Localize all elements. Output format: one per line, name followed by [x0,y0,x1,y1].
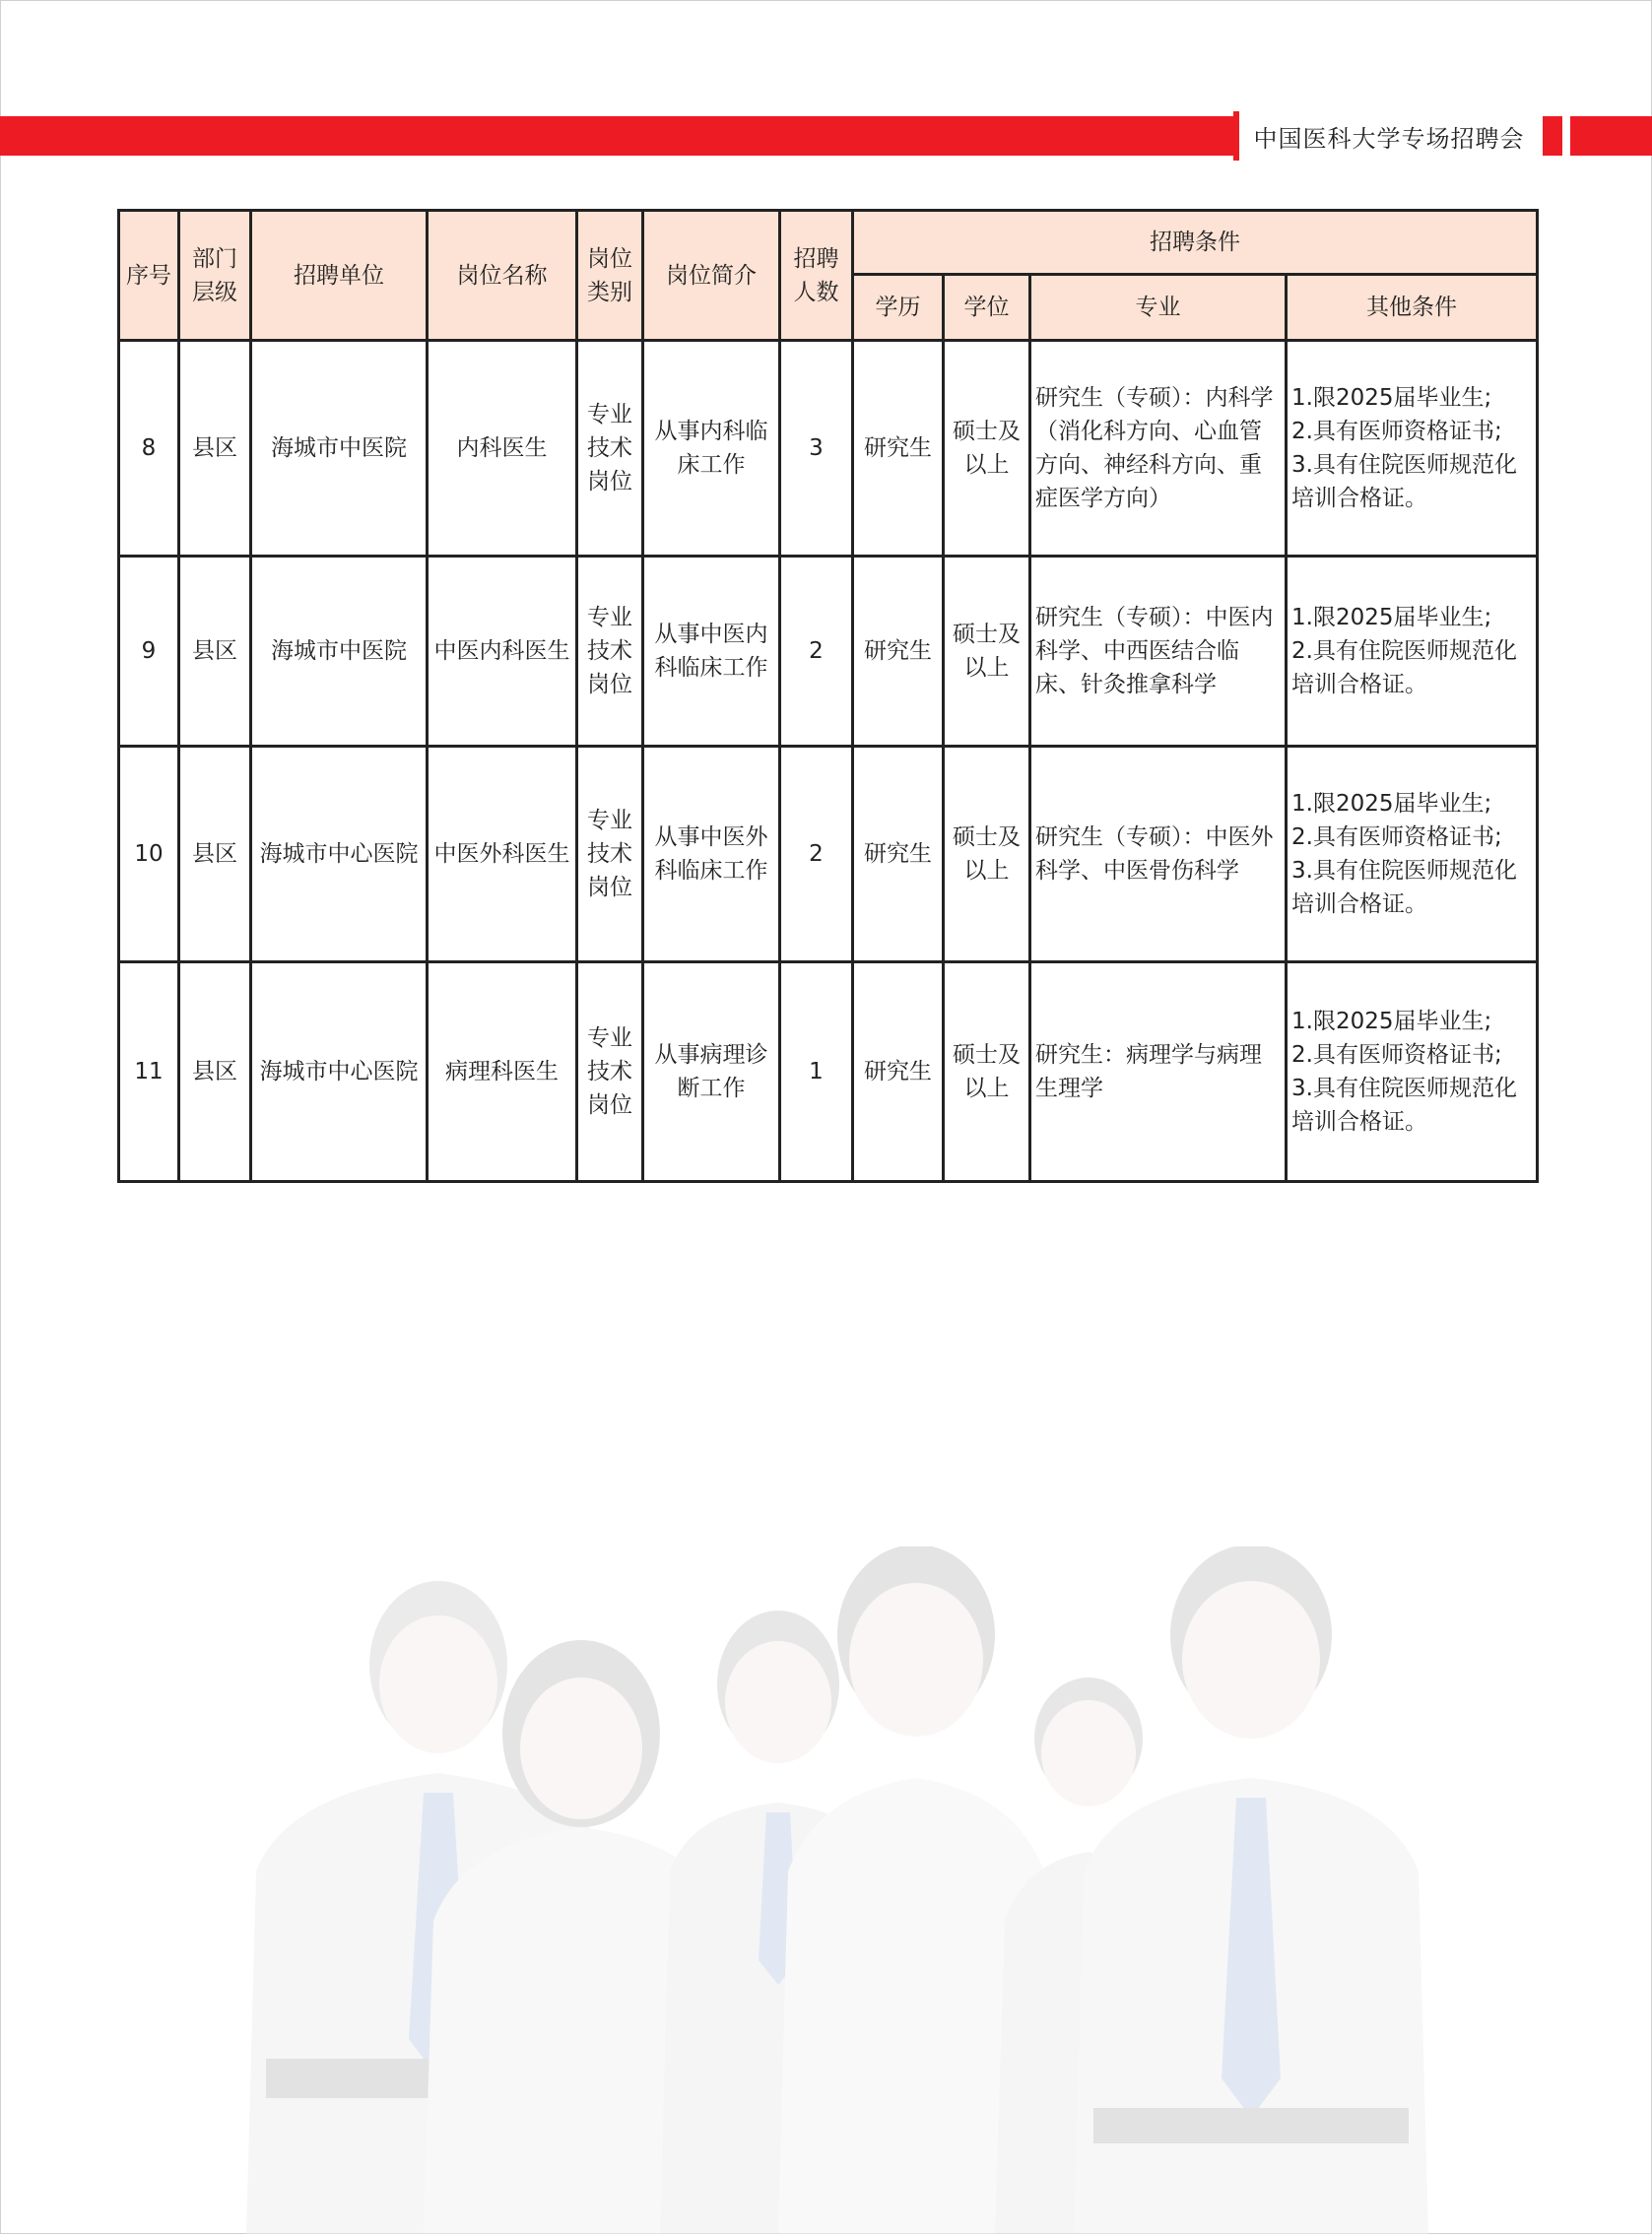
header-count: 招聘人数 [780,211,853,341]
cell-unit: 海城市中心医院 [251,747,428,962]
cell-other [1287,962,1538,1182]
other-condition: 3.具有住院医师规范化培训合格证。 [1291,1076,1517,1135]
cell-other [1287,341,1538,557]
header-unit: 招聘单位 [251,211,428,341]
cell-other [1287,747,1538,962]
cell-post-type: 专业技术岗位 [577,557,643,747]
cell-degree: 硕士及以上 [944,962,1030,1182]
other-condition: 2.具有医师资格证书; [1291,419,1502,444]
header-conditions: 招聘条件 [853,211,1538,275]
other-condition: 3.具有住院医师规范化培训合格证。 [1291,858,1517,917]
cell-count: 2 [780,747,853,962]
cell-post-name: 中医外科医生 [428,747,577,962]
cell-education: 研究生 [853,747,944,962]
cell-dept-level: 县区 [179,962,251,1182]
cell-post-type: 专业技术岗位 [577,747,643,962]
other-condition: 2.具有医师资格证书; [1291,824,1502,850]
other-condition: 2.具有住院医师规范化培训合格证。 [1291,638,1517,697]
cell-post-intro: 从事中医外科临床工作 [643,747,780,962]
cell-post-type: 专业技术岗位 [577,962,643,1182]
recruitment-table [117,209,1539,1183]
cell-education: 研究生 [853,962,944,1182]
cell-unit: 海城市中心医院 [251,962,428,1182]
cell-major: 研究生（专硕）：中医外科学、中医骨伤科学 [1030,747,1287,962]
cell-post-intro: 从事病理诊断工作 [643,962,780,1182]
header-education: 学历 [853,275,944,341]
other-condition: 2.具有医师资格证书; [1291,1042,1502,1068]
cell-dept-level: 县区 [179,747,251,962]
other-condition: 1.限2025届毕业生; [1291,605,1492,630]
cell-count: 2 [780,557,853,747]
header-title: 中国医科大学专场招聘会 [1233,111,1539,161]
table-row [119,962,1538,1182]
cell-major: 研究生：病理学与病理生理学 [1030,962,1287,1182]
header-post-type: 岗位类别 [577,211,643,341]
cell-education: 研究生 [853,341,944,557]
header-degree: 学位 [944,275,1030,341]
other-condition: 1.限2025届毕业生; [1291,791,1492,817]
header-stripe [1562,116,1570,156]
cell-count: 1 [780,962,853,1182]
cell-seq: 8 [119,341,179,557]
cell-post-name: 内科医生 [428,341,577,557]
cell-post-name: 中医内科医生 [428,557,577,747]
cell-education: 研究生 [853,557,944,747]
cell-post-type: 专业技术岗位 [577,341,643,557]
table-header-row [119,211,1538,275]
cell-degree: 硕士及以上 [944,557,1030,747]
table-row [119,341,1538,557]
cell-post-intro: 从事中医内科临床工作 [643,557,780,747]
header-post-name: 岗位名称 [428,211,577,341]
cell-dept-level: 县区 [179,341,251,557]
cell-seq: 11 [119,962,179,1182]
header-post-intro: 岗位简介 [643,211,780,341]
cell-seq: 9 [119,557,179,747]
cell-major: 研究生（专硕）：内科学（消化科方向、心血管方向、神经科方向、重症医学方向） [1030,341,1287,557]
cell-degree: 硕士及以上 [944,747,1030,962]
other-condition: 1.限2025届毕业生; [1291,385,1492,411]
cell-seq: 10 [119,747,179,962]
table-row [119,747,1538,962]
header-major: 专业 [1030,275,1287,341]
header-stripe [1535,116,1543,156]
cell-unit: 海城市中医院 [251,341,428,557]
cell-other [1287,557,1538,747]
other-condition: 3.具有住院医师规范化培训合格证。 [1291,452,1517,511]
header-seq: 序号 [119,211,179,341]
cell-post-intro: 从事内科临床工作 [643,341,780,557]
people-illustration [227,1546,1438,2234]
table-row [119,557,1538,747]
cell-unit: 海城市中医院 [251,557,428,747]
cell-count: 3 [780,341,853,557]
cell-post-name: 病理科医生 [428,962,577,1182]
other-condition: 1.限2025届毕业生; [1291,1009,1492,1034]
cell-major: 研究生（专硕）：中医内科学、中西医结合临床、针灸推拿科学 [1030,557,1287,747]
header-dept-level: 部门层级 [179,211,251,341]
cell-degree: 硕士及以上 [944,341,1030,557]
header-other: 其他条件 [1287,275,1538,341]
cell-dept-level: 县区 [179,557,251,747]
